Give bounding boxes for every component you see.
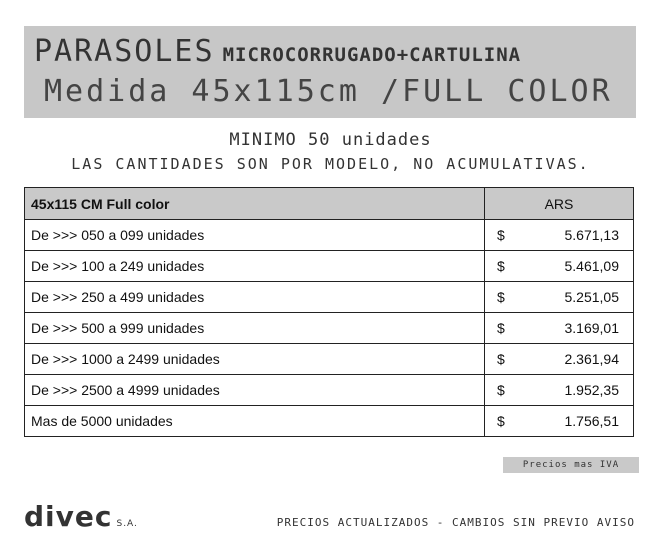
row-label: De >>> 2500 a 4999 unidades bbox=[25, 375, 485, 406]
row-price: 5.671,13 bbox=[564, 227, 619, 243]
table-row bbox=[25, 344, 634, 375]
header-currency: ARS bbox=[485, 188, 634, 220]
row-price: 1.952,35 bbox=[564, 382, 619, 398]
row-price: 2.361,94 bbox=[564, 351, 619, 367]
row-label: De >>> 050 a 099 unidades bbox=[25, 220, 485, 251]
quantities-note: LAS CANTIDADES SON POR MODELO, NO ACUMULATIVAS. bbox=[71, 155, 590, 173]
row-label: De >>> 500 a 999 unidades bbox=[25, 313, 485, 344]
currency-symbol: $ bbox=[497, 351, 505, 367]
row-price-cell bbox=[485, 344, 634, 375]
logo-name: divec bbox=[24, 500, 113, 533]
row-price-cell bbox=[485, 251, 634, 282]
row-price: 5.461,09 bbox=[564, 258, 619, 274]
page-subtitle: MICROCORRUGADO+CARTULINA bbox=[222, 44, 522, 66]
measure-line: Medida 45x115cm /FULL COLOR bbox=[44, 74, 613, 109]
table-header-row bbox=[25, 188, 634, 220]
row-price-cell bbox=[485, 313, 634, 344]
price-table bbox=[24, 187, 634, 437]
row-label: De >>> 250 a 499 unidades bbox=[25, 282, 485, 313]
row-price: 1.756,51 bbox=[564, 413, 619, 429]
currency-symbol: $ bbox=[497, 289, 505, 305]
row-price-cell bbox=[485, 406, 634, 437]
iva-note-badge: Precios mas IVA bbox=[503, 457, 639, 473]
page-title: PARASOLES bbox=[34, 34, 215, 69]
minimum-units: MINIMO 50 unidades bbox=[229, 130, 432, 150]
row-price: 3.169,01 bbox=[564, 320, 619, 336]
row-label: Mas de 5000 unidades bbox=[25, 406, 485, 437]
row-price-cell bbox=[485, 282, 634, 313]
currency-symbol: $ bbox=[497, 413, 505, 429]
currency-symbol: $ bbox=[497, 320, 505, 336]
header-banner bbox=[24, 26, 636, 118]
table-row bbox=[25, 282, 634, 313]
row-price-cell bbox=[485, 375, 634, 406]
row-label: De >>> 100 a 249 unidades bbox=[25, 251, 485, 282]
currency-symbol: $ bbox=[497, 382, 505, 398]
header-description: 45x115 CM Full color bbox=[25, 188, 485, 220]
logo-suffix: S.A. bbox=[116, 519, 138, 529]
footer-disclaimer: PRECIOS ACTUALIZADOS - CAMBIOS SIN PREVIO AVISO bbox=[276, 516, 635, 529]
title-line bbox=[34, 34, 521, 69]
table-row bbox=[25, 375, 634, 406]
table-row bbox=[25, 251, 634, 282]
row-label: De >>> 1000 a 2499 unidades bbox=[25, 344, 485, 375]
row-price: 5.251,05 bbox=[564, 289, 619, 305]
table-row bbox=[25, 220, 634, 251]
table-row bbox=[25, 313, 634, 344]
currency-symbol: $ bbox=[497, 227, 505, 243]
row-price-cell bbox=[485, 220, 634, 251]
table-row bbox=[25, 406, 634, 437]
currency-symbol: $ bbox=[497, 258, 505, 274]
company-logo bbox=[24, 500, 138, 533]
